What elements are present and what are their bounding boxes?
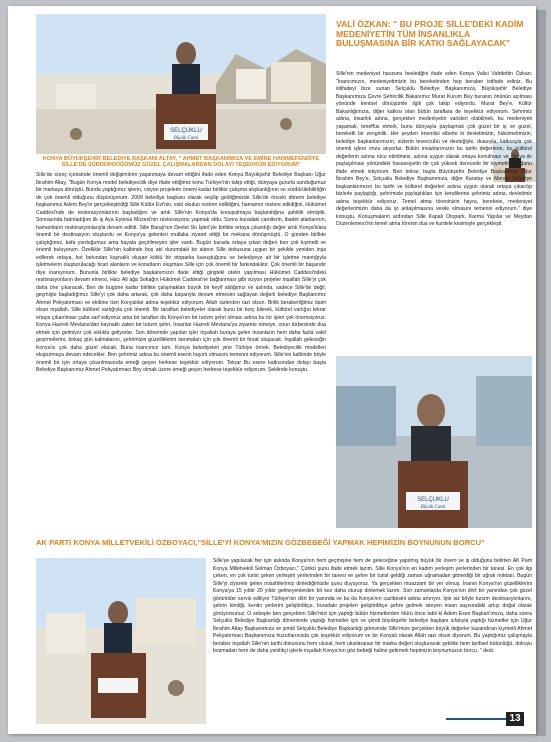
photo-mp-speech	[36, 558, 206, 724]
article-mayor-body	[36, 172, 326, 375]
magazine-page	[8, 6, 536, 734]
article-mayor-text: Sille'de süreç içerisinde önemli değişimlerin yaşanmaya devam ettiğini ifade eden Konya Büyükşehir Belediye Başkanı Uğur İbrahim Altay, "Bugün Konya model belediyecilik diye ifade ettiğimiz konu Türkiye'nin takip ettiği, dünyaya gururla sunduğumuz bir markaya dönüştü. Bunda yaptığımız işlerin, vizyon projelerin önemi kadar birlikte çalışma alışkanlığının ve sürdürülebilirliğin de çok önemli olduğunu düşünüyorum. 2009 belediye başkanı olarak seçilip geldiğimizde Sille'de önceki dönem belediye başkanımız Adem Bey'in gerçekleştirdiği Sille Kültür Evi'nin, eski okulun restore edildiğini, hamamın restore edildiğini, Hükümet Caddesi'nde de restorasyonlarının başladığını ve artık Sille'nin Konya'da konuşulmaya başlandığına şahitlik etmiştik. Sonrasında hatırladığım ilk iş Aya Eylenia Müzesi'nin restorasyonu yapmak oldu. Sonra buradaki camilerin, ibadet alanlarının, hamamların restorasyonlarıyla devam edildi. Sille Barajı'nın Devlet Su İşleri'yle birlikte ortaya çıkardığı değer artık Konya'lılara önemli bir destinasyon oluşturdu ve Konya'ya gelenleri mutlaka ziyaret ettiği bir mekana dönüşmüştü. O günden birlikte çalıştığımız, kafa yorduğumuz ama hayata geçirilmeyen işler vardı. Bugün burada ortaya çıkan değeri ben çok kıymetli ve önemli buluyorum. Özellikle Sille'nin kalbinde boş atıl durumdaki bir alanın Sille dokusuna uygun bir şekilde yeniden inşa edilerek ortaya, kot farkından kaynaklı oluşan köklü bir otoparka kavuştuğunu ve belediyeye ait bir işletme mantığıyla işletmelerin oluşturulacağı ticari alanların ve konutların oluşması Sille için çok önemli bir farkındalıktır. Çok önemli bir başarıdır diye inanıyorum. Bununla birlikte belediye başkanımızın ifade ettiği girişteki otelin yapılması Hükümet Caddesi'ndeki restorasyonların devam etmesi, Hacı Ali ağa Sokağın Hükümet Caddesi'ne bağlanması gibi vizyon projeler inşallah Sille'yi çok daha öne çıkaracak. Ben de bugüne kadar birlikte çalışmaktan büyük bir keyif aldığımız ve aslında, sadece Sille'de değil, geçmişte başladığımız Sille'yi çok daha artarak, çok daha başarıyla devam etmesini sağlayan değerli belediye Başkanımız Ahmet Pekyatırmacı ve ekibine tüm Konyalılar adına teşekkür ediyorum. Allah sizlerden razı olsun. Birlik beraberliğimiz daim olsun inşallah. Sille kültürel varlığıyla çok önemli. Bir taraftan belediyeler olarak bunu bir borç bilerek, kültürel varlığın tekrar ortaya çıkarılması çaba sarf ediyoruz ama bir taraftan da Konya'nın bir turizm şehri olması adına bu tür işleri çok önemsiyoruz. Konya Hazreti Mevlana'dan kaynaklı zaten bir turizm şehri. İnsanlar Hazreti Mevlana'ya ziyarete etmeye, onun türbesinde dua etmek için gelmiyor çok sıklıkla geliyorlar. Son dönemde yapılan işler inşallah buraya gelen insanların hem daha fazla vakit geçirmelerini, birkaç gün kalmalarını, şehrimizin güzelliklerini tanımaları için çok önemli bir fırsat oluşacak. İnşallah geleceğin Konya'sı çok daha güzel olacak. Buna inancımız tam. Konya belediyeleri yine Türkiye örnek. Belediyecilik modelleri oluşturmaya devam edecekler. Ben şehrimiz adına bu önemli eserin hayırlı olmasını temenni ediyorum. Sille'nin kalbinde böyle önemli bir işin ortaya çıkarılmasında emeği geçen herkese teşekkür ediyorum. Tekrar Bu esere katkısından dolayı başta Belediye Başkanımız Ahmet Pekyatırmacı Bey olmak üzere emeği geçen herkese teşekkür ediyorum. Şeklinde konuştu.	[36, 172, 326, 373]
photo-governor-speech	[336, 356, 532, 528]
page-edge-shadow	[536, 10, 546, 736]
podium-sign-subtitle-2: Büyük Cami	[420, 505, 446, 510]
podium-sign-title: SELÇUKLU	[170, 128, 202, 134]
podium-sign-title-2: SELÇUKLU	[417, 497, 449, 503]
headline-mp: AK PARTİ KONYA MİLLETVEKİLİ ÖZBOYACI,"SİLLE'Yİ KONYA'MIZIN GÖZBEBEĞİ YAPMAK HEPİMİZİN BOYNUNUN BORCU"	[36, 538, 485, 547]
headline-governor: VALİ ÖZKAN: " BU PROJE SİLLE'DEKİ KADİM MEDENİYETİN TÜM İNSANLIKLA BULUŞMASINA BİR KATKI SAĞLAYACAK"	[336, 19, 524, 49]
article-governor-body	[336, 71, 532, 229]
page-number: 13	[506, 712, 524, 726]
article-mp-text: Sille'ye yapılacak her işin aslında Konya'nın hem geçmişine hem de geleceğine yapılmış büyük bir önem ve iş olduğunu belirten AK Parti Konya Milletvekili Selman Özboyacı," Çünkü şunu ifade etmek lazım. Sille Konya'nın en kadim yerleşim yerlerinden bir tanesi. En çok ilgi çeken, en çok turist çeken yerleşim yerlerinden bir tanesi ve şehre bir turist geldiği zaman uğramadan gitmediği bir uğrak noktası. Bugün Sille'yi ziyarete gelen misafirlerimiz dinlediğimizde şunu duyuyoruz. Ya gerçekten muazzam bir yer olmuş. İnanın Konya'nın güzelliklerini Konya'ya 15 yıldır 20 yıldır gelmeyenlerden bir kez daha oturup dinlemek lazım. Son zamanlarda Konya'nın dört bir yanından çok güzel görüntüler servis ediliyor Türkiye'nin dört bir yanında ve bu da Konya'nın cazibesini adeta artırıyor. İşte siz böyle turizm destinasyonlarını, şehrin kimliği, kentin yerlerini geliştirdikçe, buradaki projeleri geliştirdikçe şehre gelmek isteyen insan sayısındaki artışı doğal olarak görüyorsunuz. O sebeple ben gerçekten Sille'mizi için yaptığı bütün hizmetlerden ötürü önce tabii ki Adem Esen Başkan'ımıza, daha sonra Selçuklu Belediye Başkanlığı döneminde yaptığı hizmetler için ve şimdi büyükşehir belediye başkanı sıfatıyla yaptığı hizmetler için Uğur İbrahim Altay Başkanımıza ve şimdi Selçuklu Belediye Başkanlığı görevinde Sille'mize gerçekten büyük değerler kazandıran kıymetli Ahmet Pekyatırmacı Başkanımıza huzurlarınızda çok teşekkür ediyorum ve bir Konyalı olarak Allah razı olsun diyorum. Bu yaptığımız çalışmayla beraber inşallah Sille'nin tarihi dokusunu hem ulusal, hem uluslararası bir marka değeri oluşturacak şekilde hem tarihsel bütünlüğü, dokuyu bozmadan hem de daha yenilikçi işlerle inşallah Konya'nın göz bebeği haline getirmek hepimizin boynumuzun borcu. " dedi.	[213, 558, 532, 654]
photo-mayor-speech	[36, 14, 326, 154]
article-mp-body	[213, 558, 532, 656]
article-governor-text: Sille'nin medeniyet havzunu besledğini ifade eden Konya Valisi Vahdettin Özkan: "İnancımızın, medeniyetimizin bu bereketinden hep beraber istifade ediniz. Bu istifadeyi bize sunan Selçuklu Belediye Başkanımıza, Büyükşehir Belediye Başkanımıza Çevre Şehircilik Bakanımız Murat Kurum Bey buranın önünün açılması yönünde kentsel dönüşümle ilgili çok takip ediyordu. Murat Bey'e, Kültür Bakanlığımıza, diğer katkısı olan bütün taraflara de teşekkür ediyorum. Sehrimiz adına, insanlık adına, gerçekten medeniyetin varisleri olabilmek, bu medeniyeti yaşamak, teneffüs etmek, bunu dünyayla paylaşmak çok güzel bir iş ve güzel, bereketli bir zenginlik. Her şeyden önemlisi elbette ki devletimizin, hükümetimizin, belediye başkanlarımızın, sizlerin teveccühü ve desteğiyle, duasıyla, katkısıyla çok önemli işlere imza atıyorlar. Bütün insanlarımızın bu tarihi değerlerin, bu kültürel değerlerin aslına rücu ettirilmesi, aslına uygun olarak ortaya konulması ve dünya ile paylaşılması yönündeki hassasiyetin de çok yüksek derecede bir kıymetli olduğunu ifade etmek istiyorum. Ben tekrar, başta Büyükşehir Belediye Başkanımız Uğur İbrahim Bey'e, Selçuklu Belediye Başkanımıza, diğer Karatay ve Meram belediye başkanlarımızın bu tarihi ve kültürel değerleri aslına uygun olarak ortaya çıkarılıp bizlerle paylaştığı, şehrimizle paylaştıkları için kendilerine şehrimiz adına, devletimiz adına teşekkür ediyoruz. Temel atma töreninizin hayra, berekete, medeniyet değerlerimizin daha da iyi anlaşılmasına vesile olmasını temenni ediyorum." diye konuştu. Konuşmaların ardından Sille Kapalı Otopark, Karma Yapılar ve Meydan Düzenlemesi'nin temel atma törenin dua ve kurdele kesimiyle gerçekleşti.	[336, 71, 532, 227]
podium-sign-subtitle: Büyük Cami	[173, 136, 199, 141]
caption-mayor-speech: KONYA BÜYÜKŞEHİR BELEDİYE BAŞKANI ALTAY, " AHMET BAŞKANIMIZA VE EMİNE HANIMEFENDİYE SİLLE'DE SÜRDÜRDÜĞÜMÜZ GÜZEL ÇALIŞMALARDAN DOLAYI TEŞEKKÜR EDİYORUM"	[42, 156, 320, 169]
page-number-bar	[446, 718, 506, 720]
